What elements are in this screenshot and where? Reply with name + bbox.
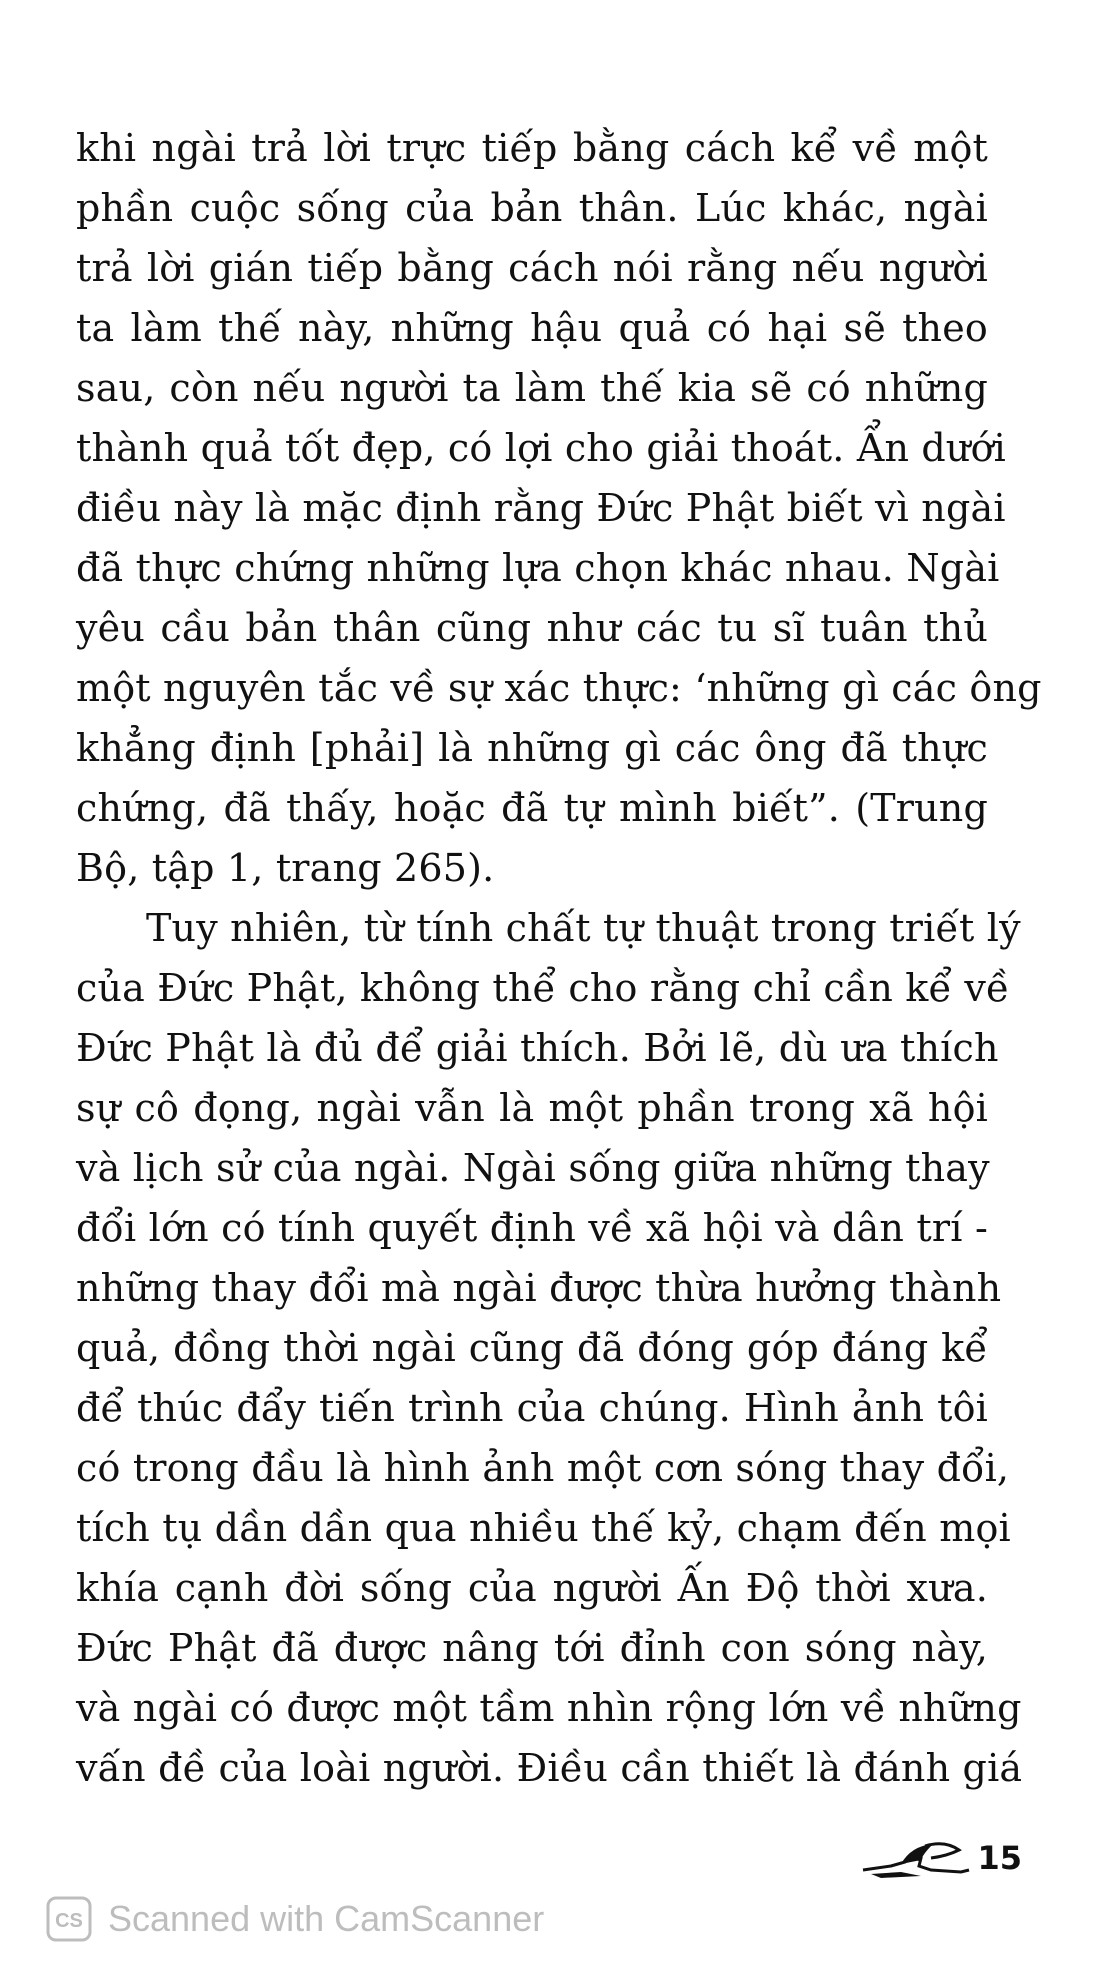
- text-line: tích tụ dần dần qua nhiều thế kỷ, chạm đến mọi: [76, 1506, 1011, 1550]
- text-line: sau, còn nếu người ta làm thế kia sẽ có những: [76, 366, 988, 410]
- camscanner-logo-icon: [46, 1896, 92, 1942]
- page-footer: [861, 1836, 1022, 1880]
- text-line: những thay đổi mà ngài được thừa hưởng thành: [76, 1266, 1002, 1310]
- text-line: của Đức Phật, không thể cho rằng chỉ cần kể về: [76, 966, 1010, 1010]
- text-line: trả lời gián tiếp bằng cách nói rằng nếu người: [76, 246, 988, 290]
- text-line: đã thực chứng những lựa chọn khác nhau. Ngài: [76, 546, 1000, 590]
- text-line: Đức Phật đã được nâng tới đỉnh con sóng này,: [76, 1626, 988, 1670]
- text-line: sự cô đọng, ngài vẫn là một phần trong xã hội: [76, 1086, 988, 1130]
- text-line: khi ngài trả lời trực tiếp bằng cách kể về một: [76, 126, 988, 170]
- text-line: chứng, đã thấy, hoặc đã tự mình biết”. (Trung: [76, 786, 988, 830]
- text-line: khẳng định [phải] là những gì các ông đã thực: [76, 726, 988, 770]
- text-line: một nguyên tắc về sự xác thực: ‘những gì các ông: [76, 666, 1042, 710]
- text-line: và lịch sử của ngài. Ngài sống giữa những thay: [76, 1146, 990, 1190]
- body-text: [76, 118, 1042, 1798]
- page-number: 15: [977, 1839, 1022, 1877]
- text-line: yêu cầu bản thân cũng như các tu sĩ tuân thủ: [76, 606, 988, 650]
- text-line: điều này là mặc định rằng Đức Phật biết vì ngài: [76, 486, 1006, 530]
- text-line: thành quả tốt đẹp, có lợi cho giải thoát. Ẩn dưới: [76, 426, 1007, 470]
- text-line: để thúc đẩy tiến trình của chúng. Hình ảnh tôi: [76, 1386, 988, 1430]
- camscanner-logo-text: CS: [55, 1910, 83, 1932]
- text-line: ta làm thế này, những hậu quả có hại sẽ theo: [76, 306, 988, 350]
- camscanner-watermark: [46, 1896, 544, 1942]
- text-line: quả, đồng thời ngài cũng đã đóng góp đáng kể: [76, 1326, 988, 1370]
- paragraph-start-line: Tuy nhiên, từ tính chất tự thuật trong triết lý: [146, 906, 1021, 950]
- bird-ornament-icon: [861, 1836, 973, 1880]
- text-line: đổi lớn có tính quyết định về xã hội và dân trí -: [76, 1206, 988, 1250]
- watermark-text: Scanned with CamScanner: [108, 1898, 545, 1939]
- text-line: vấn đề của loài người. Điều cần thiết là đánh giá: [76, 1746, 1023, 1790]
- text-line: và ngài có được một tầm nhìn rộng lớn về những: [76, 1686, 1022, 1730]
- text-line: khía cạnh đời sống của người Ấn Độ thời xưa.: [76, 1566, 988, 1610]
- text-line: có trong đầu là hình ảnh một cơn sóng thay đổi,: [76, 1446, 1010, 1490]
- text-line: Bộ, tập 1, trang 265).: [76, 846, 495, 890]
- text-line: Đức Phật là đủ để giải thích. Bởi lẽ, dù ưa thích: [76, 1026, 999, 1070]
- text-line: phần cuộc sống của bản thân. Lúc khác, ngài: [76, 186, 988, 230]
